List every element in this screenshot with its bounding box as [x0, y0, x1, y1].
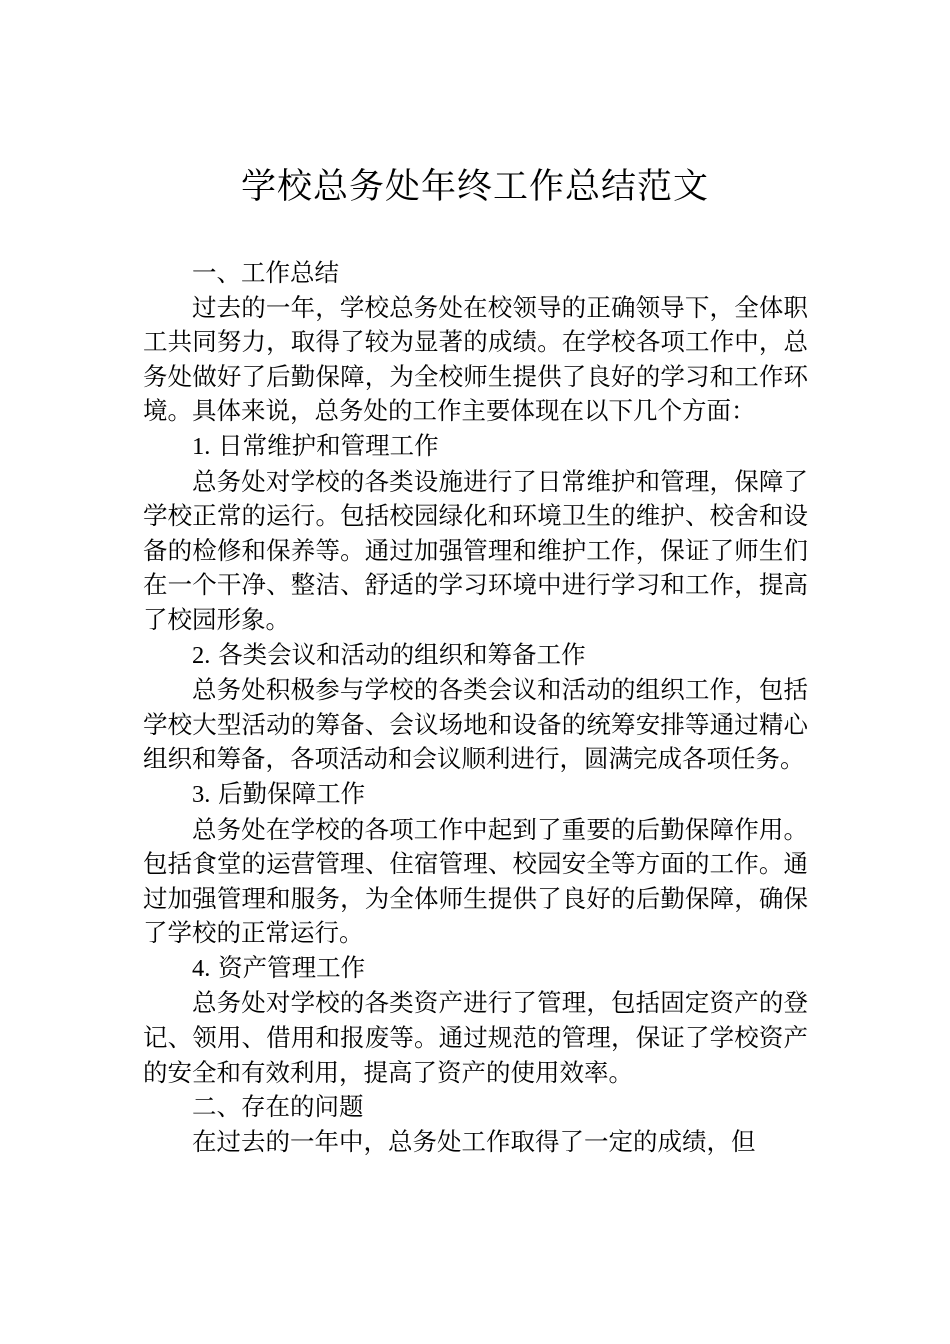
section-heading-problems: 二、存在的问题 — [192, 1092, 364, 1122]
paragraph-maintenance: 总务处对学校的各类设施进行了日常维护和管理，保障了学校正常的运行。包括校园绿化和环境卫生的维护、校舍和设备的检修和保养等。通过加强管理和维护工作，保证了师生们在一个干净、整洁、舒适的学习环境中进行学习和工作，提高了校园形象。 — [143, 466, 808, 634]
subheading-logistics — [143, 777, 808, 813]
document-body — [143, 256, 808, 1159]
paragraph-events: 总务处积极参与学校的各类会议和活动的组织工作，包括学校大型活动的筹备、会议场地和设备的统筹安排等通过精心组织和筹备，各项活动和会议顺利进行，圆满完成各项任务。 — [143, 675, 808, 774]
subheading-text: 资产管理工作 — [218, 952, 366, 982]
subheading-events — [143, 638, 808, 674]
subheading-number: 2. — [192, 641, 211, 669]
subheading-text: 日常维护和管理工作 — [218, 430, 439, 460]
subheading-maintenance — [143, 429, 808, 465]
paragraph-logistics: 总务处在学校的各项工作中起到了重要的后勤保障作用。包括食堂的运营管理、住宿管理、校园安全等方面的工作。通过加强管理和服务，为全体师生提供了良好的后勤保障，确保了学校的正常运行。 — [143, 814, 808, 948]
paragraph-intro: 过去的一年，学校总务处在校领导的正确领导下，全体职工共同努力，取得了较为显著的成绩。在学校各项工作中，总务处做好了后勤保障，为全校师生提供了良好的学习和工作环境。具体来说，总务处的工作主要体现在以下几个方面： — [143, 292, 808, 426]
document-title: 学校总务处年终工作总结范文 — [240, 167, 709, 207]
subheading-text: 各类会议和活动的组织和筹备工作 — [218, 639, 586, 669]
subheading-assets — [143, 951, 808, 987]
subheading-text: 后勤保障工作 — [218, 778, 366, 808]
subheading-number: 3. — [192, 780, 211, 808]
paragraph-problems: 在过去的一年中，总务处工作取得了一定的成绩，但 — [192, 1126, 756, 1156]
paragraph-assets: 总务处对学校的各类资产进行了管理，包括固定资产的登记、领用、借用和报废等。通过规范的管理，保证了学校资产的安全和有效利用，提高了资产的使用效率。 — [143, 988, 808, 1087]
subheading-number: 4. — [192, 954, 211, 982]
subheading-number: 1. — [192, 432, 211, 460]
section-heading-summary: 一、工作总结 — [192, 258, 339, 287]
